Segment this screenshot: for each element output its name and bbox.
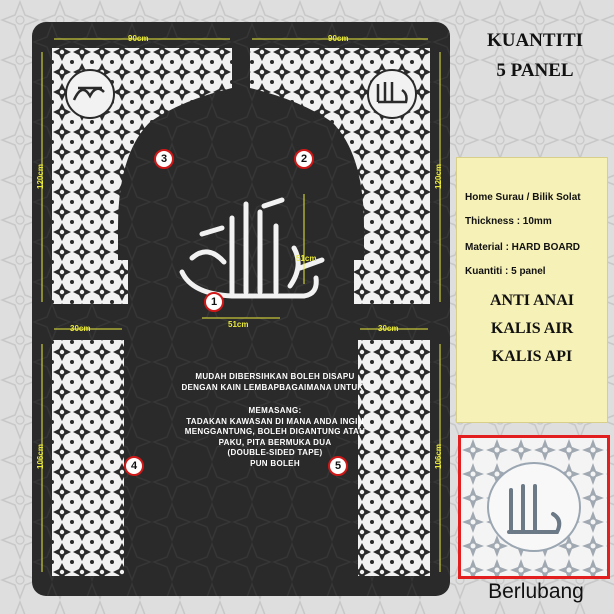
feature-kalis-api: KALIS API: [491, 348, 573, 365]
closeup-artwork: [461, 438, 607, 576]
dim-side-left: 120cm: [35, 164, 45, 189]
install-text: MEMASANG: TADAKAN KAWASAN DI MANA ANDA INGIN MENGGANTUNG, BOLEH DIGANTUNG ATAU PAKU, PITA BERMUKA DUA (DOUBLE-SIDED TAPE) PUN BOLEH: [184, 406, 366, 468]
spec-card: [456, 157, 608, 423]
photo-caption: Berlubang: [488, 580, 584, 603]
dim-bottom-right-height: 106cm: [433, 444, 443, 469]
panel-badge-3: 3: [154, 149, 174, 169]
dim-bottom-left-height: 106cm: [35, 444, 45, 469]
panel-badge-2: 2: [294, 149, 314, 169]
dim-top-right: 90cm: [328, 34, 349, 43]
spec-material: Material : HARD BOARD: [465, 242, 581, 253]
feature-kalis-air: KALIS AIR: [490, 320, 574, 337]
panel-badge-5: 5: [328, 456, 348, 476]
spec-use: Home Surau / Bilik Solat: [465, 192, 581, 203]
panel-badge-1: 1: [204, 292, 224, 312]
spec-thickness: Thickness : 10mm: [465, 216, 552, 227]
dim-bottom-right-width: 30cm: [378, 324, 399, 333]
panel-badge-4: 4: [124, 456, 144, 476]
dim-top-left: 90cm: [128, 34, 149, 43]
closeup-photo: [458, 435, 610, 579]
dim-side-right: 120cm: [433, 164, 443, 189]
dim-calligraphy-height: 51cm: [296, 254, 317, 263]
product-board: [32, 22, 450, 596]
quantity-heading: KUANTITI: [486, 30, 584, 51]
panel-count-heading: 5 PANEL: [496, 60, 574, 81]
board-artwork: [32, 22, 450, 596]
feature-anti-anai: ANTI ANAI: [489, 292, 574, 309]
care-text: MUDAH DIBERSIHKAN BOLEH DISAPU DENGAN KAIN LEMBAPBAGAIMANA UNTUK .: [181, 372, 369, 392]
dim-bottom-left-width: 30cm: [70, 324, 91, 333]
panel-4-shape: [52, 340, 124, 576]
spec-quantity: Kuantiti : 5 panel: [465, 266, 546, 277]
dim-calligraphy-width: 51cm: [228, 320, 249, 329]
